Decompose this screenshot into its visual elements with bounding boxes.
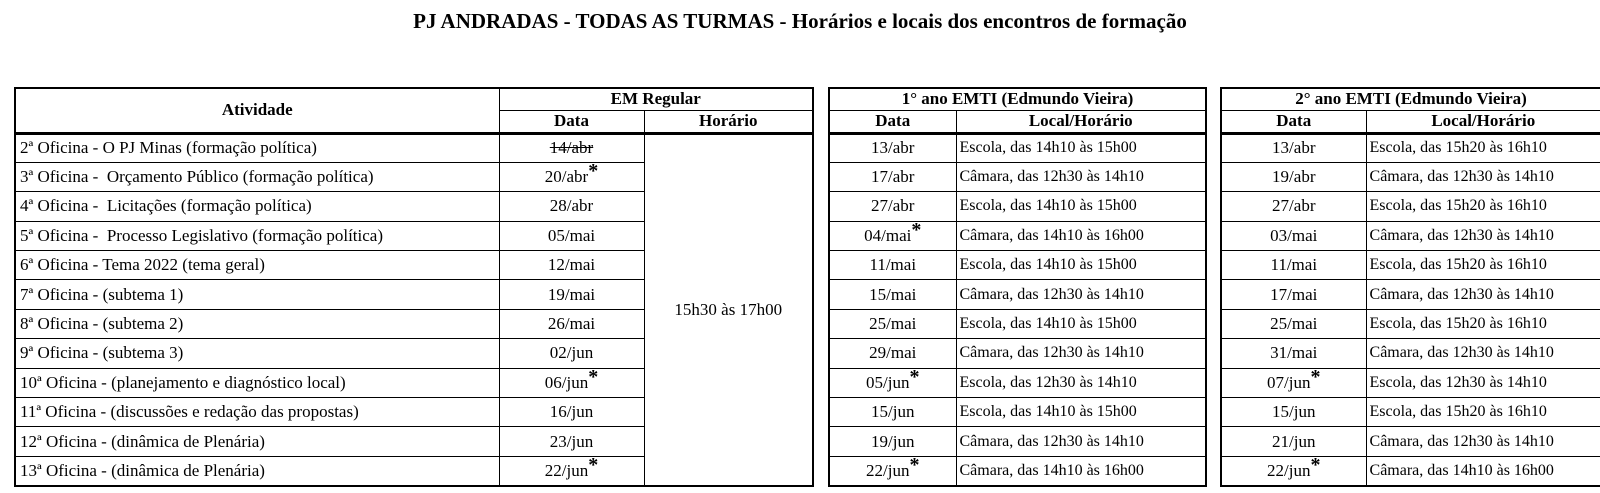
- date-text: 17/mai: [1270, 284, 1318, 304]
- date-text: 13/abr: [1272, 138, 1316, 158]
- asterisk-marker: *: [909, 456, 920, 476]
- local-horario-cell: Câmara, das 12h30 às 14h10: [956, 280, 1206, 309]
- date-cell: [1221, 427, 1366, 456]
- local-horario-cell: Escola, das 15h20 às 16h10: [1366, 133, 1600, 162]
- column-header-data: Data: [499, 110, 644, 133]
- local-horario-cell: Escola, das 14h10 às 15h00: [956, 133, 1206, 162]
- local-horario-cell: Câmara, das 12h30 às 14h10: [956, 427, 1206, 456]
- local-horario-cell: Câmara, das 14h10 às 16h00: [1366, 456, 1600, 485]
- table-row: [829, 456, 1206, 485]
- table-row: [1221, 192, 1600, 221]
- date-cell: [829, 133, 956, 162]
- local-horario-cell: Escola, das 15h20 às 16h10: [1366, 398, 1600, 427]
- activity-cell: 12ª Oficina - (dinâmica de Plenária): [15, 427, 499, 456]
- activity-cell: 13ª Oficina - (dinâmica de Plenária): [15, 456, 499, 485]
- activity-cell: 9ª Oficina - (subtema 3): [15, 339, 499, 368]
- local-horario-cell: Câmara, das 12h30 às 14h10: [956, 339, 1206, 368]
- date-text: 04/mai: [864, 225, 912, 245]
- activity-cell: 11ª Oficina - (discussões e redação das propostas): [15, 398, 499, 427]
- local-horario-cell: Câmara, das 14h10 às 16h00: [956, 221, 1206, 250]
- activity-cell: 2ª Oficina - O PJ Minas (formação política): [15, 133, 499, 162]
- local-horario-cell: Escola, das 12h30 às 14h10: [956, 368, 1206, 397]
- local-horario-cell: Escola, das 12h30 às 14h10: [1366, 368, 1600, 397]
- table-row: [829, 339, 1206, 368]
- table-row: [1221, 133, 1600, 162]
- activity-cell: 7ª Oficina - (subtema 1): [15, 280, 499, 309]
- date-cell: [829, 456, 956, 485]
- date-text: 13/abr: [871, 138, 915, 158]
- date-cell: [829, 192, 956, 221]
- date-text: 15/mai: [869, 284, 917, 304]
- activity-cell: 4ª Oficina - Licitações (formação política): [15, 192, 499, 221]
- local-horario-cell: Escola, das 14h10 às 15h00: [956, 251, 1206, 280]
- date-text: 05/jun: [866, 372, 910, 392]
- date-text: 27/abr: [1272, 196, 1316, 216]
- table-row: [829, 398, 1206, 427]
- emti2-table: [1220, 87, 1600, 487]
- date-cell: [829, 221, 956, 250]
- table-row: [829, 427, 1206, 456]
- local-horario-cell: Câmara, das 12h30 às 14h10: [1366, 280, 1600, 309]
- table-row: [1221, 398, 1600, 427]
- asterisk-marker: *: [1310, 456, 1321, 476]
- table-row: [829, 221, 1206, 250]
- date-text: 15/jun: [871, 402, 915, 422]
- local-horario-cell: Escola, das 15h20 às 16h10: [1366, 251, 1600, 280]
- date-text: 07/jun: [1267, 372, 1311, 392]
- date-text: 16/jun: [549, 402, 594, 422]
- date-text: 12/mai: [547, 255, 596, 275]
- activity-cell: 3ª Oficina - Orçamento Público (formação política): [15, 162, 499, 191]
- date-text: 06/jun: [544, 372, 589, 392]
- date-cell: [1221, 339, 1366, 368]
- table-row: [829, 162, 1206, 191]
- asterisk-marker: *: [588, 368, 599, 388]
- local-horario-cell: Câmara, das 12h30 às 14h10: [1366, 427, 1600, 456]
- date-cell: [499, 280, 644, 309]
- local-horario-cell: Escola, das 14h10 às 15h00: [956, 192, 1206, 221]
- table-row: [829, 133, 1206, 162]
- date-cell: [1221, 162, 1366, 191]
- date-text: 26/mai: [547, 314, 596, 334]
- table-row: [1221, 339, 1600, 368]
- table-row: [1221, 368, 1600, 397]
- table-row: [1221, 309, 1600, 338]
- activity-cell: 10ª Oficina - (planejamento e diagnóstico local): [15, 368, 499, 397]
- date-cell: [499, 427, 644, 456]
- date-text: 29/mai: [869, 343, 917, 363]
- date-cell: [1221, 221, 1366, 250]
- date-cell: [499, 398, 644, 427]
- date-text: 28/abr: [549, 196, 594, 216]
- asterisk-marker: *: [588, 162, 599, 183]
- column-header-horario: Horário: [644, 110, 813, 133]
- table-row: [1221, 280, 1600, 309]
- date-text: 21/jun: [1272, 431, 1316, 451]
- date-cell: [499, 456, 644, 485]
- date-cell: [499, 368, 644, 397]
- asterisk-marker: *: [1310, 368, 1321, 388]
- date-cell: [1221, 192, 1366, 221]
- date-text: 02/jun: [549, 343, 594, 363]
- date-cell: [829, 280, 956, 309]
- table-row: [15, 133, 813, 162]
- table-row: [1221, 456, 1600, 485]
- date-cell: [499, 221, 644, 250]
- emti1-table: [828, 87, 1207, 487]
- table-row: [829, 192, 1206, 221]
- date-cell: [1221, 280, 1366, 309]
- date-text: 17/abr: [871, 167, 915, 187]
- local-horario-cell: Câmara, das 12h30 às 14h10: [1366, 221, 1600, 250]
- date-cell: [499, 309, 644, 338]
- asterisk-marker: *: [588, 456, 599, 476]
- date-cell: [829, 309, 956, 338]
- date-text: 11/mai: [1270, 255, 1318, 275]
- local-horario-cell: Câmara, das 12h30 às 14h10: [1366, 162, 1600, 191]
- local-horario-cell: Câmara, das 12h30 às 14h10: [1366, 339, 1600, 368]
- table-row: [829, 280, 1206, 309]
- date-cell: [1221, 368, 1366, 397]
- date-text: 05/mai: [547, 225, 596, 245]
- date-text: 19/mai: [547, 284, 596, 304]
- date-text: 25/mai: [869, 314, 917, 334]
- group-header-emti1: 1° ano EMTI (Edmundo Vieira): [829, 88, 1206, 110]
- date-text: 22/jun: [1267, 460, 1311, 480]
- table-row: [829, 251, 1206, 280]
- date-cell: [1221, 398, 1366, 427]
- date-cell: [829, 339, 956, 368]
- date-cell: [829, 251, 956, 280]
- shared-horario-cell: 15h30 às 17h00: [644, 133, 813, 486]
- local-horario-cell: Escola, das 14h10 às 15h00: [956, 309, 1206, 338]
- local-horario-cell: Câmara, das 12h30 às 14h10: [956, 162, 1206, 191]
- date-text: 15/jun: [1272, 402, 1316, 422]
- date-text: 20/abr: [544, 167, 589, 187]
- date-text: 03/mai: [1270, 225, 1318, 245]
- column-header-atividade: Atividade: [15, 88, 499, 133]
- asterisk-marker: *: [909, 368, 920, 388]
- date-cell: [499, 133, 644, 162]
- group-header-emti2: 2° ano EMTI (Edmundo Vieira): [1221, 88, 1600, 110]
- date-cell: [1221, 133, 1366, 162]
- local-horario-cell: Escola, das 15h20 às 16h10: [1366, 309, 1600, 338]
- date-cell: [1221, 309, 1366, 338]
- date-text: 14/abr: [549, 138, 594, 158]
- date-text: 22/jun: [544, 460, 589, 480]
- date-cell: [1221, 251, 1366, 280]
- group-header-em-regular: EM Regular: [499, 88, 813, 110]
- date-text: 22/jun: [866, 460, 910, 480]
- table-row: [1221, 251, 1600, 280]
- em-regular-table: [14, 87, 814, 487]
- date-cell: [499, 162, 644, 191]
- date-text: 19/jun: [871, 431, 915, 451]
- date-cell: [829, 162, 956, 191]
- column-header-data: Data: [829, 110, 956, 133]
- date-text: 23/jun: [549, 431, 594, 451]
- table-row: [1221, 221, 1600, 250]
- schedule-tables: [14, 87, 1600, 487]
- date-cell: [499, 192, 644, 221]
- date-cell: [829, 427, 956, 456]
- table-row: [829, 368, 1206, 397]
- date-text: 19/abr: [1272, 167, 1316, 187]
- date-cell: [499, 251, 644, 280]
- date-text: 25/mai: [1270, 314, 1318, 334]
- column-header-local-horario: Local/Horário: [956, 110, 1206, 133]
- table-row: [829, 309, 1206, 338]
- date-cell: [829, 368, 956, 397]
- activity-cell: 8ª Oficina - (subtema 2): [15, 309, 499, 338]
- activity-cell: 6ª Oficina - Tema 2022 (tema geral): [15, 251, 499, 280]
- column-header-data: Data: [1221, 110, 1366, 133]
- date-cell: [1221, 456, 1366, 485]
- date-text: 27/abr: [871, 196, 915, 216]
- date-text: 11/mai: [869, 255, 917, 275]
- date-text: 31/mai: [1270, 343, 1318, 363]
- column-header-local-horario: Local/Horário: [1366, 110, 1600, 133]
- date-cell: [499, 339, 644, 368]
- asterisk-marker: *: [911, 221, 922, 241]
- local-horario-cell: Câmara, das 14h10 às 16h00: [956, 456, 1206, 485]
- activity-cell: 5ª Oficina - Processo Legislativo (formação política): [15, 221, 499, 250]
- page-title: PJ ANDRADAS - TODAS AS TURMAS - Horários e locais dos encontros de formação: [413, 9, 1187, 33]
- table-row: [1221, 162, 1600, 191]
- local-horario-cell: Escola, das 15h20 às 16h10: [1366, 192, 1600, 221]
- table-row: [1221, 427, 1600, 456]
- local-horario-cell: Escola, das 14h10 às 15h00: [956, 398, 1206, 427]
- date-cell: [829, 398, 956, 427]
